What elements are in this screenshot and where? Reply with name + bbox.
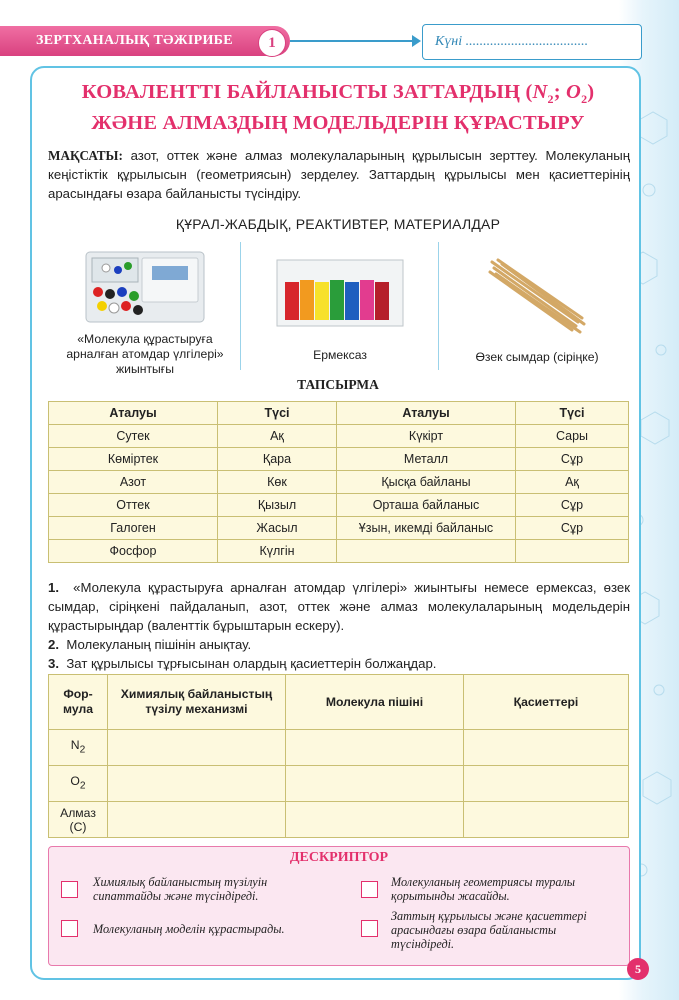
date-field[interactable] (422, 24, 642, 60)
table-cell: Азот (49, 471, 218, 494)
answer-cell[interactable] (464, 730, 629, 766)
equipment-label: «Молекула құрастыруға арналған атомдар үлгілері» жиынтығы (66, 332, 224, 376)
purpose-text: азот, оттек және алмаз молекулаларының құрылысын зерттеу. Молекуланың кеңістіктік құрылысын (геометриясын) зерделеу. Заттардың құрылысы мен қасиеттерінің арасындағы өзара байланысты түсіндіру. (48, 148, 630, 201)
step-item: 1. «Молекула құрастыруға арналған атомдар үлгілері» жиынтығы немесе ермексаз, өзек сымдар, сіріңкені пайдаланып, азот, оттек және алмаз молекулаларының модельдерін құрастырыңдар (валенттік бұрыштарын ескеру). (48, 580, 630, 633)
table-cell: Сары (516, 425, 629, 448)
wooden-sticks-image (482, 252, 592, 336)
divider (240, 242, 241, 370)
steps-list (48, 578, 630, 673)
table-header-row (49, 402, 629, 425)
table-cell: Галоген (49, 517, 218, 540)
molecule-kit-image (80, 244, 210, 326)
table-cell (516, 540, 629, 563)
table-cell: Жасыл (218, 517, 337, 540)
table-header-row (49, 675, 629, 730)
table-row (49, 802, 629, 838)
table-cell: Қызыл (218, 494, 337, 517)
equipment-plasticine (250, 240, 430, 370)
table-row (49, 540, 629, 563)
answer-cell[interactable] (286, 766, 464, 802)
step-item: 2. Молекуланың пішінін анықтау. (48, 637, 252, 652)
table-row (49, 730, 629, 766)
equipment-label: Ермексаз (313, 348, 367, 362)
task-title: ТАПСЫРМА (297, 377, 379, 392)
table-row (49, 448, 629, 471)
descriptor-checkbox[interactable] (61, 881, 78, 898)
column-header: Химиялық байланыстың түзілу механизмі (108, 675, 286, 730)
equipment-label: Өзек сымдар (сіріңке) (475, 350, 599, 364)
answer-cell[interactable] (108, 802, 286, 838)
descriptor-checkbox[interactable] (61, 920, 78, 937)
column-header: Түсі (218, 402, 337, 425)
descriptor-title: ДЕСКРИПТОР (289, 850, 389, 865)
table-row (49, 494, 629, 517)
divider (438, 242, 439, 370)
lab-number-badge: 1 (258, 29, 286, 57)
molecule-results-table (48, 674, 629, 838)
step-item: 3. Зат құрылысы тұрғысынан олардың қасиеттерін болжаңдар. (48, 656, 437, 671)
table-cell: Көк (218, 471, 337, 494)
table-cell: Оттек (49, 494, 218, 517)
column-header: Аталуы (49, 402, 218, 425)
answer-cell[interactable] (286, 730, 464, 766)
equipment-title: ҚҰРАЛ-ЖАБДЫҚ, РЕАКТИВТЕР, МАТЕРИАЛДАР (175, 216, 501, 232)
descriptor-checkbox[interactable] (361, 920, 378, 937)
equipment-molecule-kit (60, 240, 230, 376)
table-cell: Ақ (218, 425, 337, 448)
formula-cell: Алмаз (С) (49, 802, 108, 838)
table-cell: Сұр (516, 517, 629, 540)
date-label: Күні ................................... (435, 34, 589, 49)
descriptor-item: Молекуланың геометриясы туралы қорытынды жасайды. (391, 875, 576, 903)
table-cell: Металл (337, 448, 516, 471)
table-cell: Сутек (49, 425, 218, 448)
lab-work-label: ЗЕРТХАНАЛЫҚ ТӘЖІРИБЕ (36, 33, 233, 48)
page-title (48, 80, 628, 135)
descriptor-checkbox[interactable] (361, 881, 378, 898)
atom-colors-table (48, 401, 629, 563)
table-row (49, 425, 629, 448)
table-cell: Сұр (516, 494, 629, 517)
purpose-label: МАҚСАТЫ: (48, 148, 123, 163)
table-cell: Орташа байланыс (337, 494, 516, 517)
table-cell: Ұзын, икемді байланыс (337, 517, 516, 540)
table-row (49, 766, 629, 802)
table-cell: Қара (218, 448, 337, 471)
table-cell: Күкірт (337, 425, 516, 448)
column-header: Молекула пішіні (286, 675, 464, 730)
descriptor-item: Заттың құрылысы және қасиеттері арасындағы өзара байланысты түсіндіреді. (391, 909, 587, 951)
formula-cell: $N_2$ (49, 730, 108, 766)
column-header: Фор- мула (49, 675, 108, 730)
descriptor-item: Химиялық байланыстың түзілуін сипаттайды және түсіндіреді. (93, 875, 268, 903)
answer-cell[interactable] (108, 730, 286, 766)
descriptor-item: Молекуланың моделін құрастырады. (93, 922, 285, 936)
table-cell (337, 540, 516, 563)
column-header: Аталуы (337, 402, 516, 425)
title-line-2: ЖӘНЕ АЛМАЗДЫҢ МОДЕЛЬДЕРІН ҚҰРАСТЫРУ (91, 112, 585, 135)
table-cell: Ақ (516, 471, 629, 494)
answer-cell[interactable] (108, 766, 286, 802)
arrow-line (290, 40, 418, 42)
table-cell: Күлгін (218, 540, 337, 563)
answer-cell[interactable] (286, 802, 464, 838)
table-cell: Сұр (516, 448, 629, 471)
column-header: Түсі (516, 402, 629, 425)
title-line-1: КОВАЛЕНТТІ БАЙЛАНЫСТЫ ЗАТТАРДЫҢ ($N_2$; $O_2$) (81, 81, 595, 107)
plasticine-image (273, 254, 407, 336)
table-cell: Көміртек (49, 448, 218, 471)
column-header: Қасиеттері (464, 675, 629, 730)
table-row (49, 517, 629, 540)
table-cell: Фосфор (49, 540, 218, 563)
lab-work-tab (0, 26, 290, 56)
answer-cell[interactable] (464, 766, 629, 802)
equipment-sticks (446, 240, 628, 370)
formula-cell: $O_2$ (49, 766, 108, 802)
descriptor-box (48, 846, 630, 966)
answer-cell[interactable] (464, 802, 629, 838)
table-cell: Қысқа байланы (337, 471, 516, 494)
table-row (49, 471, 629, 494)
page-number: 5 (627, 958, 649, 980)
purpose-paragraph (48, 146, 630, 203)
arrow-right-icon (412, 35, 421, 47)
